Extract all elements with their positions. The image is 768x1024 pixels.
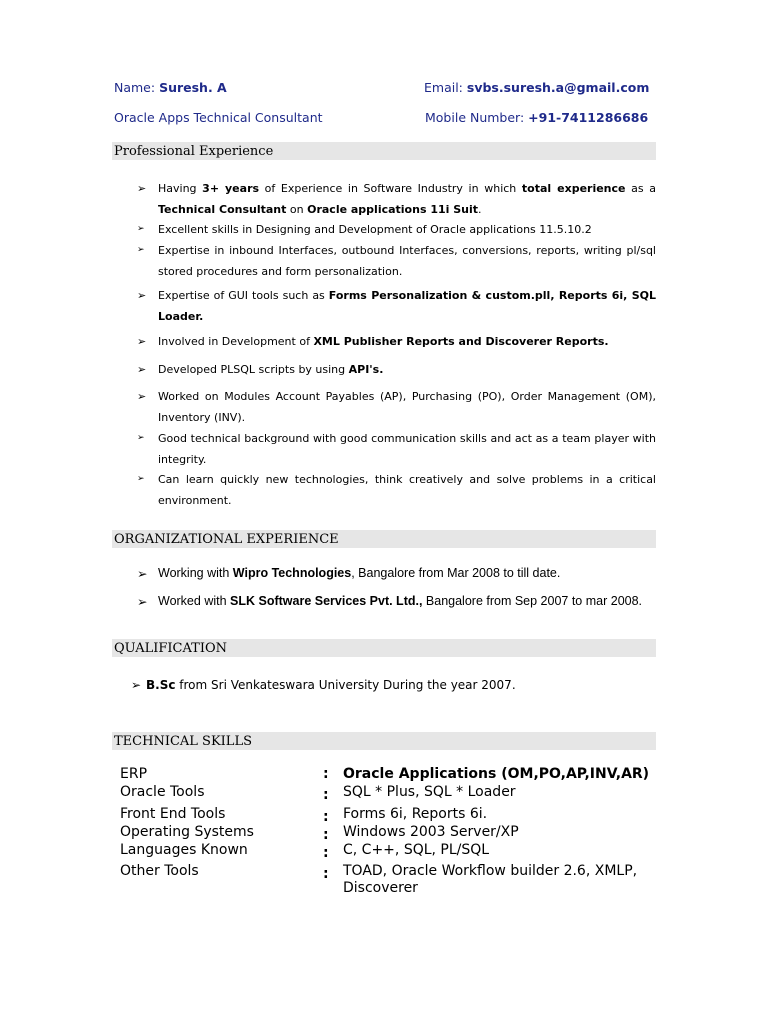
- list-item: [137, 428, 656, 470]
- degree: B.Sc: [146, 678, 176, 692]
- skill-separator: :: [323, 787, 329, 803]
- degree-detail: from Sri Venkateswara University During the year 2007.: [175, 678, 516, 692]
- skill-value: C, C++, SQL, PL/SQL: [343, 842, 490, 858]
- email-line: [424, 80, 649, 95]
- skill-separator: :: [323, 827, 329, 843]
- list-item: [137, 178, 656, 220]
- skill-value: Windows 2003 Server/XP: [343, 824, 519, 840]
- section-technical: [112, 732, 656, 750]
- section-title: TECHNICAL SKILLS: [114, 734, 252, 749]
- section-title: ORGANIZATIONAL EXPERIENCE: [114, 532, 339, 547]
- arrow-bullet-icon: ➢: [137, 224, 145, 234]
- bold-text: Oracle applications 11i Suit: [307, 203, 479, 216]
- skill-key: Operating Systems: [120, 824, 254, 840]
- skill-value: TOAD, Oracle Workflow builder 2.6, XMLP, Discoverer: [343, 863, 638, 896]
- skill-separator: :: [323, 766, 329, 782]
- bullet-text: [158, 469, 656, 511]
- mobile-value: +91-7411286686: [528, 110, 649, 125]
- text: Developed PLSQL scripts by using: [158, 363, 349, 376]
- skill-key: Front End Tools: [120, 806, 226, 822]
- section-qualification: [112, 639, 656, 657]
- skill-value: Oracle Applications (OM,PO,AP,INV,AR): [343, 766, 650, 782]
- skill-separator: :: [323, 809, 329, 825]
- text: Excellent skills in Designing and Development of Oracle applications 11.5.10.2: [158, 223, 592, 236]
- list-item: [137, 469, 656, 511]
- bullet-text: [158, 240, 656, 282]
- list-item: [137, 331, 656, 352]
- bold-text: SLK Software Services Pvt. Ltd.,: [230, 594, 423, 608]
- text: , Bangalore from Mar 2008 to till date.: [351, 566, 561, 580]
- org-text: [158, 594, 642, 609]
- qualification-item: [131, 678, 516, 692]
- email-label: Email:: [424, 80, 467, 95]
- email-value[interactable]: svbs.suresh.a@gmail.com: [466, 80, 650, 95]
- text: as a: [625, 182, 656, 195]
- text: Expertise of GUI tools such as: [158, 289, 329, 302]
- section-professional: [112, 142, 656, 160]
- list-item: [137, 594, 656, 609]
- arrow-bullet-icon: ➢: [137, 182, 147, 195]
- section-organizational: [112, 530, 656, 548]
- text: Expertise in inbound Interfaces, outbound Interfaces, conversions, reports, writing pl/sql stored procedures and form personalization.: [158, 244, 656, 278]
- arrow-bullet-icon: ➢: [137, 595, 148, 609]
- list-item: [137, 219, 656, 240]
- skill-key: Oracle Tools: [120, 784, 205, 800]
- list-item: [137, 359, 656, 380]
- name-value: Suresh. A: [159, 80, 227, 95]
- text: on: [286, 203, 308, 216]
- bold-text: 3+ years: [202, 182, 260, 195]
- arrow-bullet-icon: ➢: [137, 335, 147, 348]
- bold-text: total experience: [521, 182, 626, 195]
- text: Having: [158, 182, 203, 195]
- section-title: Professional Experience: [114, 144, 274, 159]
- bullet-text: [158, 219, 656, 240]
- bold-text: Wipro Technologies: [232, 566, 352, 580]
- skill-key: Languages Known: [120, 842, 248, 858]
- skill-separator: :: [323, 845, 329, 861]
- section-title: QUALIFICATION: [114, 641, 227, 656]
- text: Involved in Development of: [158, 335, 314, 348]
- text: Worked on Modules Account Payables (AP), Purchasing (PO), Order Management (OM), Inventory (INV).: [158, 390, 656, 424]
- list-item: [137, 386, 656, 428]
- skill-key: ERP: [120, 766, 148, 782]
- text: Bangalore from Sep 2007 to mar 2008.: [422, 594, 643, 608]
- skill-value: Forms 6i, Reports 6i.: [343, 806, 488, 822]
- bullet-text: [158, 178, 656, 220]
- arrow-bullet-icon: ➢: [137, 474, 145, 484]
- bullet-text: [158, 386, 656, 428]
- text: Can learn quickly new technologies, think creatively and solve problems in a critical environment.: [158, 473, 656, 507]
- bold-text: Forms Personalization & custom.pll, Reports 6i, SQL Loader.: [158, 289, 656, 323]
- bold-text: Technical Consultant: [158, 203, 287, 216]
- skill-separator: :: [323, 866, 329, 882]
- name-line: [114, 80, 227, 95]
- skill-key: Other Tools: [120, 863, 199, 879]
- text: .: [478, 203, 482, 216]
- mobile-line: [425, 110, 648, 125]
- arrow-bullet-icon: ➢: [137, 245, 145, 255]
- text: of Experience in Software Industry in which: [259, 182, 522, 195]
- bullet-text: [158, 331, 656, 352]
- list-item: [137, 566, 656, 581]
- arrow-bullet-icon: ➢: [137, 390, 147, 403]
- bullet-text: [158, 359, 656, 380]
- text: Worked with: [158, 594, 231, 608]
- arrow-bullet-icon: ➢: [137, 363, 147, 376]
- skill-value: SQL * Plus, SQL * Loader: [343, 784, 516, 800]
- job-title: Oracle Apps Technical Consultant: [114, 110, 323, 125]
- bold-text: XML Publisher Reports and Discoverer Reports.: [313, 335, 609, 348]
- list-item: [137, 285, 656, 327]
- arrow-bullet-icon: ➢: [131, 678, 142, 692]
- bold-text: API's.: [348, 363, 384, 376]
- mobile-label: Mobile Number:: [425, 110, 529, 125]
- arrow-bullet-icon: ➢: [137, 433, 145, 443]
- text: Good technical background with good communication skills and act as a team player with integrity.: [158, 432, 656, 466]
- text: Working with: [158, 566, 233, 580]
- bullet-text: [158, 285, 656, 327]
- arrow-bullet-icon: ➢: [137, 567, 148, 581]
- name-label: Name:: [114, 80, 160, 95]
- arrow-bullet-icon: ➢: [137, 289, 147, 302]
- bullet-text: [158, 428, 656, 470]
- org-text: [158, 566, 560, 581]
- list-item: [137, 240, 656, 282]
